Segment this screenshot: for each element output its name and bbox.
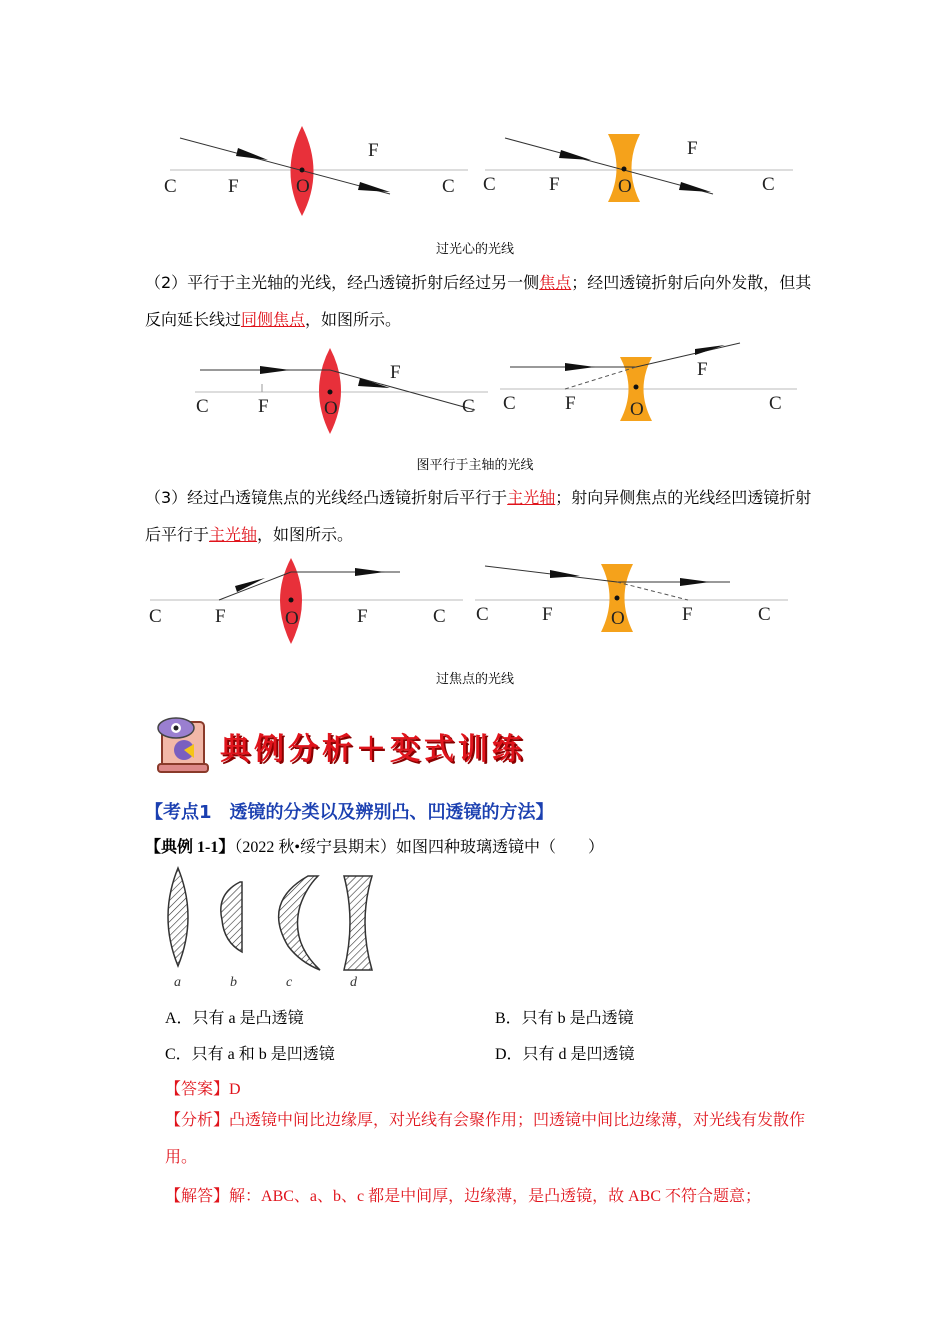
diagram-concave-focus (470, 556, 790, 656)
label-f-right: F (697, 359, 708, 380)
label-o: O (296, 176, 310, 197)
caption-focus: 过焦点的光线 (435, 672, 514, 687)
diagram-convex-optical-center (150, 120, 470, 230)
lens-b (221, 882, 242, 952)
diagram-convex-parallel (190, 340, 490, 440)
label-f-right: F (368, 140, 379, 161)
kaodian-heading: 【考点1 透镜的分类以及辨别凸、凹透镜的方法】 (145, 802, 554, 823)
label-f-left: F (542, 604, 553, 625)
label-c-right: C (462, 396, 475, 417)
label-o: O (611, 608, 625, 629)
answer-value: D (229, 1081, 241, 1098)
label-c-left: C (476, 604, 489, 625)
answer-label: 【答案】 (165, 1081, 230, 1098)
label-c-left: C (196, 396, 209, 417)
lens-d (344, 876, 372, 970)
banner-title: 典例分析＋变式训练 (220, 732, 526, 767)
caption-parallel: 图平行于主轴的光线 (416, 458, 534, 473)
label-c-right: C (762, 174, 775, 195)
label-o: O (630, 399, 644, 420)
analysis-text: 凸透镜中间比边缘厚，对光线有会聚作用；凹透镜中间比边缘薄，对光线有发散作用。 (165, 1112, 806, 1166)
label-c-right: C (758, 604, 771, 625)
solution-label: 【解答】 (165, 1188, 230, 1205)
label-c-left: C (149, 606, 162, 627)
label-c-left: C (483, 174, 496, 195)
section-banner (150, 712, 570, 776)
paragraph-focus-rays: （3）经过凸透镜焦点的光线经凸透镜折射后平行于主光轴；射向异侧焦点的光线经凹透镜折射后平行于主光轴，如图所示。 (145, 488, 812, 544)
label-o: O (285, 608, 299, 629)
label-o: O (324, 398, 338, 419)
label-f-left: F (549, 174, 560, 195)
diagram-concave-parallel (495, 335, 800, 435)
lens-label-a: a (174, 975, 181, 990)
scroll-icon (150, 712, 214, 776)
analysis-paragraph (165, 1102, 815, 1176)
highlight-focus: 焦点 (539, 273, 572, 292)
label-c-right: C (442, 176, 455, 197)
highlight-main-axis-2: 主光轴 (209, 525, 258, 544)
label-f-left: F (258, 396, 269, 417)
label-c-left: C (164, 176, 177, 197)
diagram-concave-optical-center (475, 120, 795, 230)
lens-label-d: d (350, 975, 357, 990)
lens-c (279, 876, 320, 970)
lens-a (168, 868, 188, 966)
label-f-left: F (215, 606, 226, 627)
lens-label-c: c (286, 975, 293, 990)
label-c-right: C (769, 393, 782, 414)
example-label: 【典例 1-1】 (145, 839, 235, 856)
label-c-right: C (433, 606, 446, 627)
solution-text: 解：ABC、a、b、c 都是中间厚，边缘薄，是凸透镜，故 ABC 不符合题意； (229, 1188, 762, 1205)
highlight-main-axis-1: 主光轴 (507, 488, 556, 507)
option-a[interactable]: A．只有 a 是凸透镜 (165, 1010, 304, 1027)
label-c-left: C (503, 393, 516, 414)
label-f-right: F (682, 604, 693, 625)
paragraph-parallel-rays: （2）平行于主光轴的光线，经凸透镜折射后经过另一侧焦点；经凹透镜折射后向外发散，但其反向延长线过同侧焦点，如图所示。 (145, 273, 812, 329)
example-text: （2022 秋•绥宁县期末）如图四种玻璃透镜中（ ） (234, 839, 604, 856)
option-d[interactable]: D．只有 d 是凹透镜 (495, 1046, 635, 1063)
diagram-convex-focus (145, 552, 465, 652)
solution-line (165, 1183, 761, 1206)
label-f-right: F (687, 138, 698, 159)
answer-line (165, 1076, 241, 1099)
label-f-right: F (390, 362, 401, 383)
lens-label-b: b (230, 975, 237, 990)
label-f-left: F (565, 393, 576, 414)
label-f-right: F (357, 606, 368, 627)
lens-figures (158, 862, 378, 992)
option-c[interactable]: C．只有 a 和 b 是凹透镜 (165, 1046, 335, 1063)
caption-optical-center: 过光心的光线 (435, 242, 514, 257)
label-o: O (618, 176, 632, 197)
option-b[interactable]: B．只有 b 是凸透镜 (495, 1010, 634, 1027)
example-question (145, 834, 604, 857)
label-f-left: F (228, 176, 239, 197)
analysis-label: 【分析】 (165, 1112, 230, 1129)
highlight-same-side-focus: 同侧焦点 (241, 310, 306, 329)
